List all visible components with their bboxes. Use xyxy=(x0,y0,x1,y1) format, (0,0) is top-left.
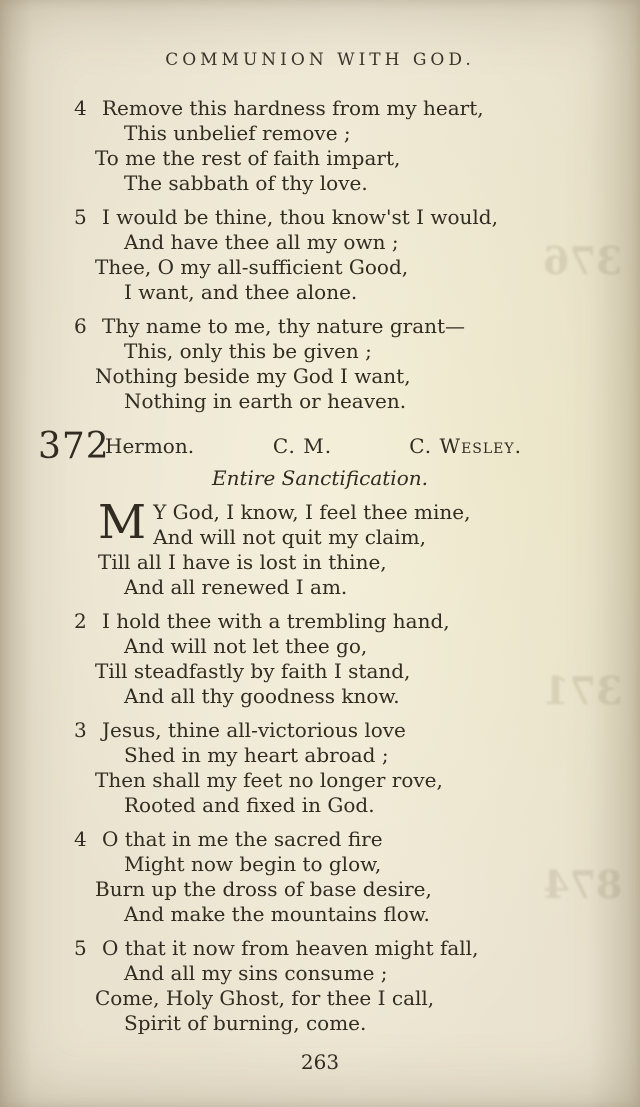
verse-line: Burn up the dross of base desire, xyxy=(95,877,432,901)
verse xyxy=(0,96,640,196)
verse xyxy=(0,609,640,709)
verse-line: Till all I have is lost in thine, xyxy=(98,550,387,574)
hymn-number: 372 xyxy=(38,426,110,467)
verse-line: Nothing beside my God I want, xyxy=(95,364,411,388)
verse xyxy=(0,314,640,414)
verse-line: Thy name to me, thy nature grant— xyxy=(102,314,466,338)
verse-line: Shed in my heart abroad ; xyxy=(124,743,389,767)
verse-number: 5 xyxy=(74,936,87,960)
verse xyxy=(0,827,640,927)
page-number: 263 xyxy=(300,1050,340,1074)
verse xyxy=(0,205,640,305)
verse xyxy=(0,495,640,600)
hymn-subtitle: Entire Sanctification. xyxy=(212,466,428,490)
verse-line: And make the mountains flow. xyxy=(124,902,430,926)
verse xyxy=(0,936,640,1036)
bleed-through-number: 874 xyxy=(542,862,622,907)
verse-number: 6 xyxy=(74,314,87,338)
verse-number: 2 xyxy=(74,609,87,633)
verse-line: O that it now from heaven might fall, xyxy=(102,936,479,960)
verse-line: And will not quit my claim, xyxy=(153,525,426,549)
verse-line: This unbelief remove ; xyxy=(124,121,351,145)
verse-number: 5 xyxy=(74,205,87,229)
verse-number: 4 xyxy=(74,827,87,851)
hymn-heading xyxy=(0,426,640,467)
verse-line: And will not let thee go, xyxy=(124,634,368,658)
verse-line: Jesus, thine all-victorious love xyxy=(102,718,406,742)
verse xyxy=(0,718,640,818)
drop-cap: M xyxy=(98,495,147,550)
verse-line: I hold thee with a trembling hand, xyxy=(102,609,450,633)
verse-line: Thee, O my all-sufficient Good, xyxy=(95,255,409,279)
verse-line: Remove this hardness from my heart, xyxy=(102,96,484,120)
verse-line: Till steadfastly by faith I stand, xyxy=(95,659,411,683)
meter-label: C. M. xyxy=(272,434,333,458)
verse-line: Might now begin to glow, xyxy=(124,852,382,876)
verse-line: To me the rest of faith impart, xyxy=(95,146,401,170)
bleed-through-number: 376 xyxy=(542,238,622,283)
verse-line: And all renewed I am. xyxy=(124,575,348,599)
verse-line: I would be thine, thou know'st I would, xyxy=(102,205,498,229)
previous-hymn-continuation xyxy=(0,96,640,414)
verse-line: And all my sins consume ; xyxy=(124,961,388,985)
verse-line: Y God, I know, I feel thee mine, xyxy=(153,500,471,524)
verse-line: I want, and thee alone. xyxy=(124,280,358,304)
verse-line: Come, Holy Ghost, for thee I call, xyxy=(95,986,435,1010)
verse-line: And all thy goodness know. xyxy=(124,684,400,708)
verse-line: Nothing in earth or heaven. xyxy=(124,389,407,413)
verse-number: 4 xyxy=(74,96,87,120)
verse-line: Then shall my feet no longer rove, xyxy=(95,768,443,792)
verse-line: Spirit of burning, come. xyxy=(124,1011,367,1035)
hymn-372 xyxy=(0,426,640,1036)
verse-line: This, only this be given ; xyxy=(124,339,372,363)
verse-line: And have thee all my own ; xyxy=(124,230,399,254)
running-header: COMMUNION WITH GOD. xyxy=(165,50,475,70)
verse-number: 3 xyxy=(74,718,87,742)
verse-line: The sabbath of thy love. xyxy=(124,171,368,195)
tune-name: Hermon. xyxy=(105,434,195,458)
author-name: C. Wesley. xyxy=(409,434,522,458)
bleed-through-number: 371 xyxy=(542,668,622,713)
verse-line: O that in me the sacred fire xyxy=(102,827,383,851)
verse-line: Rooted and fixed in God. xyxy=(124,793,375,817)
